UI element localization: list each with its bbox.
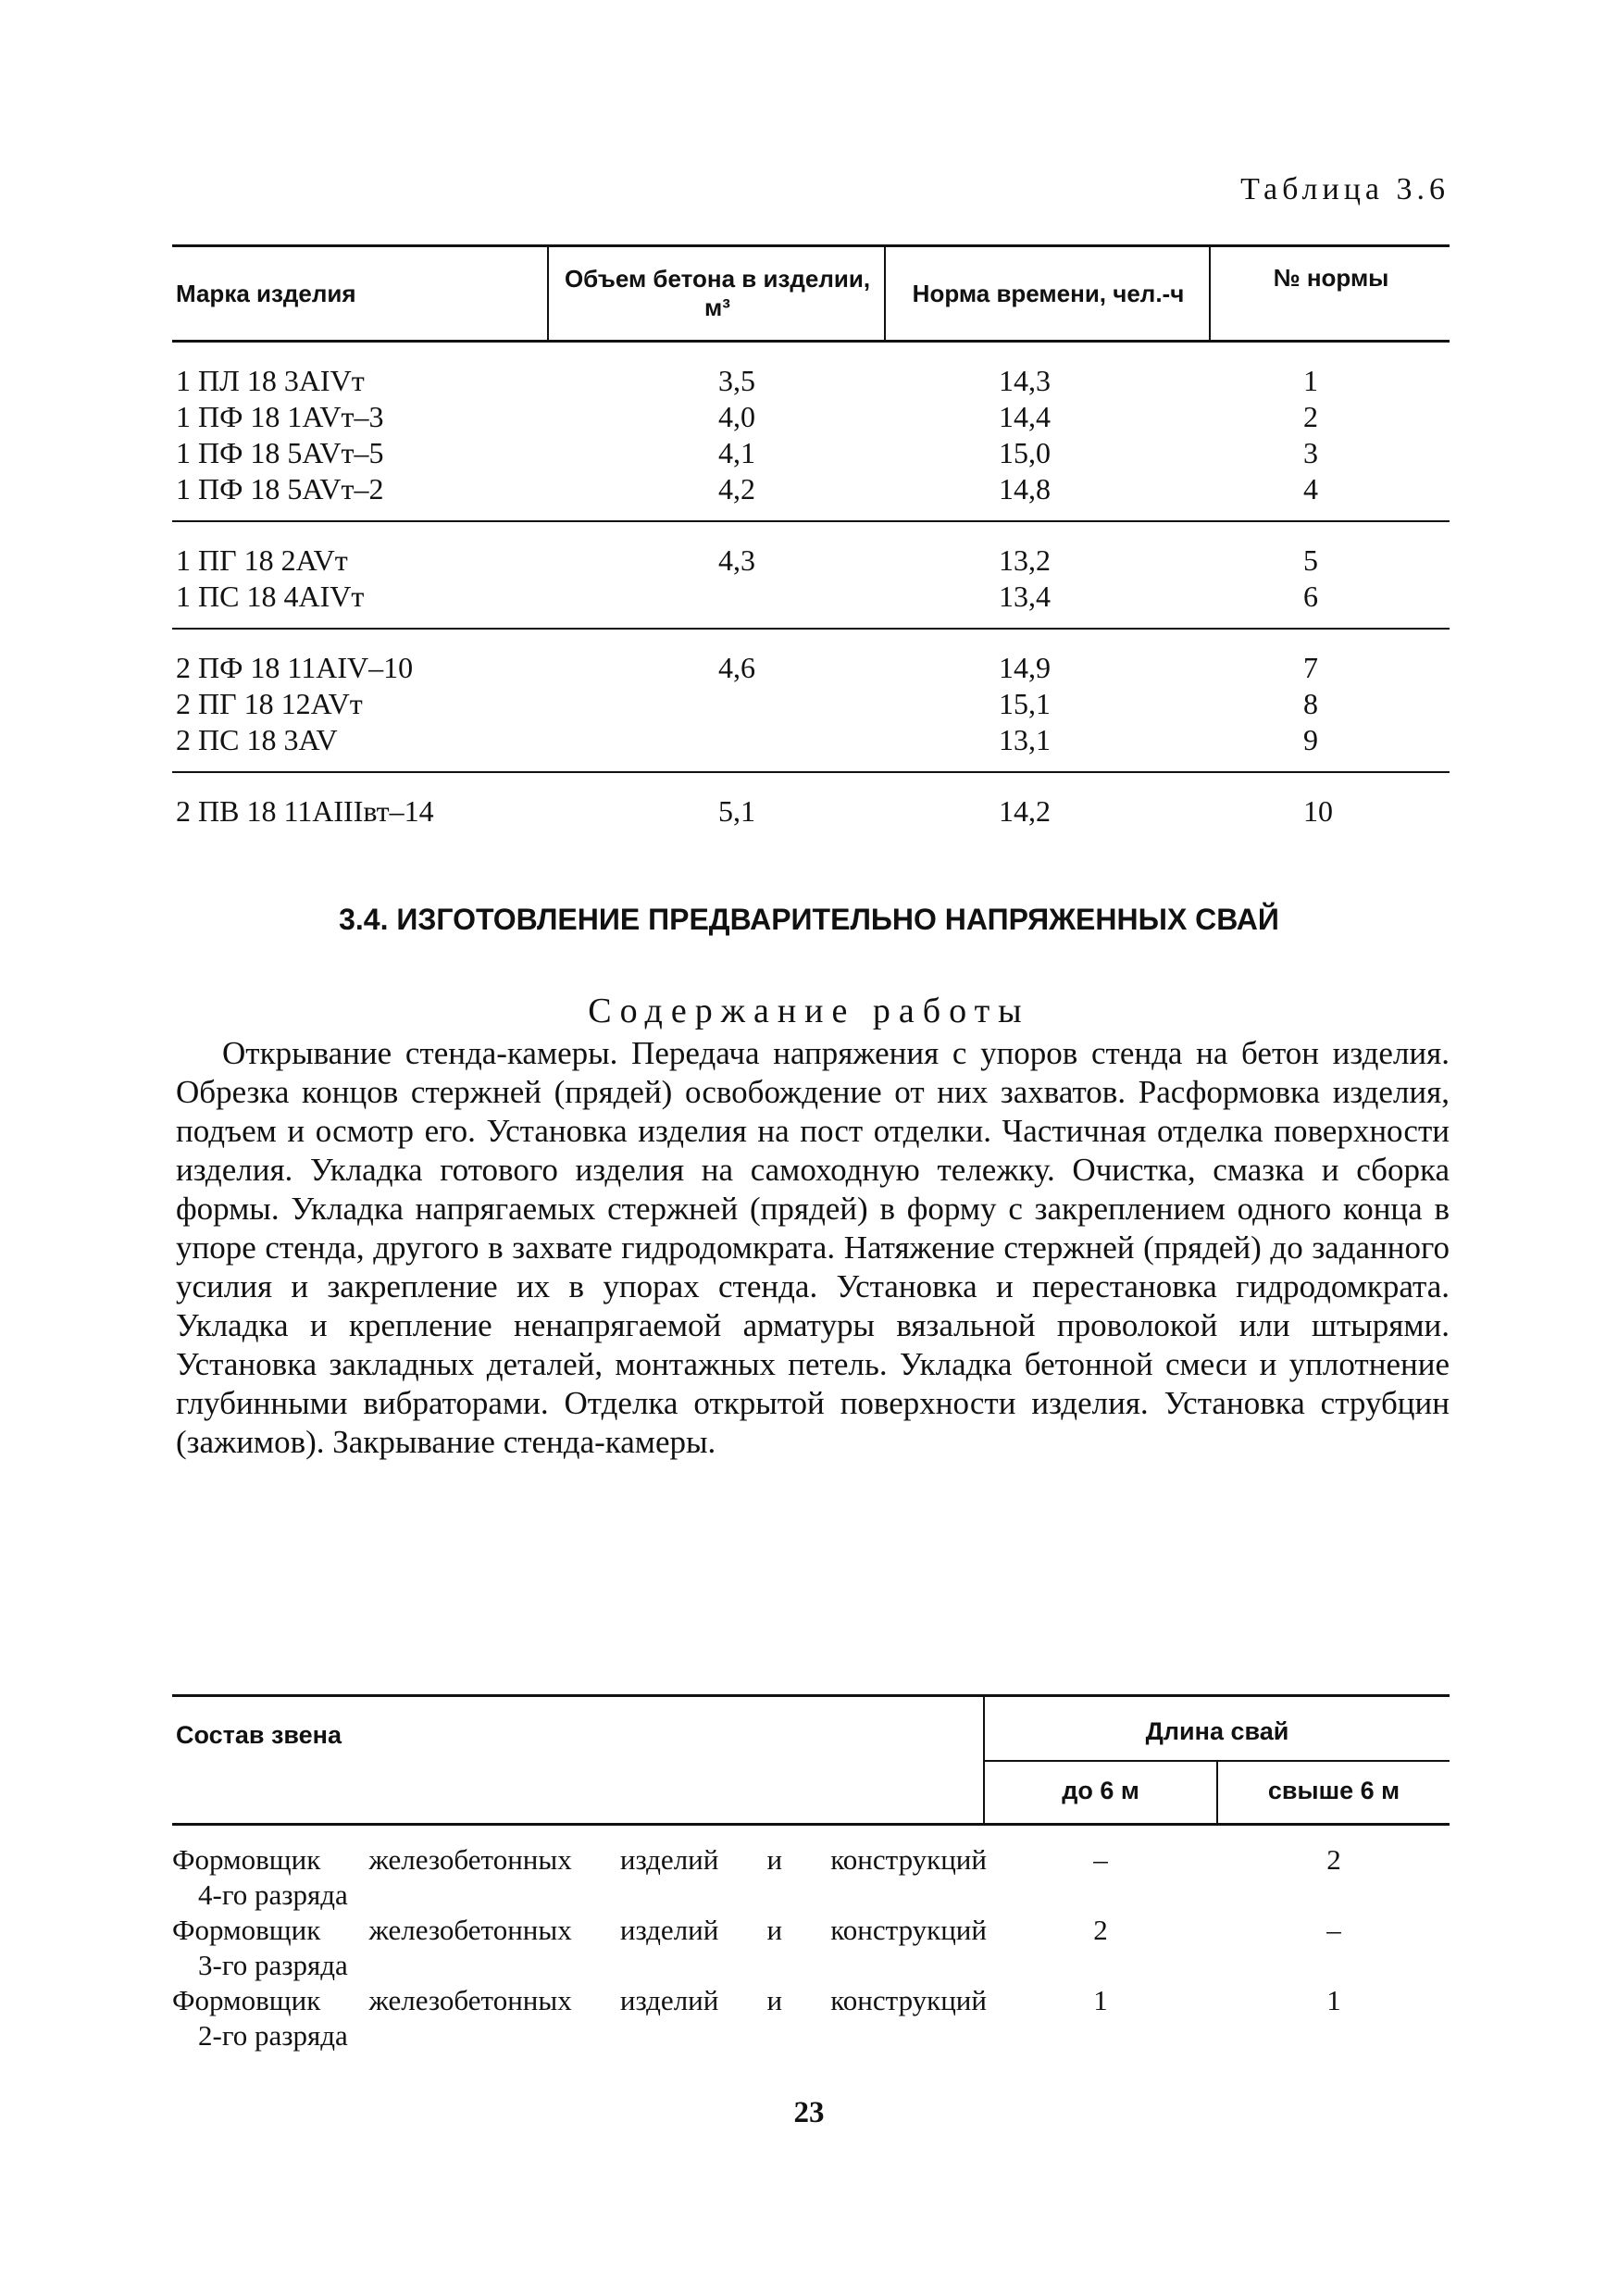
table-group-1	[172, 343, 1450, 522]
cell-norm-number: 9	[1303, 723, 1318, 756]
cell-volume: 4,3	[718, 543, 755, 577]
crew-role	[172, 1842, 987, 1913]
cell-volume: 3,5	[718, 364, 755, 397]
cell-mark: 2 ПГ 18 12AVт	[176, 687, 363, 720]
norms-table	[172, 244, 1450, 842]
cell-norm-number: 3	[1303, 436, 1318, 469]
table-row	[172, 363, 1450, 399]
crew-row	[172, 1842, 1450, 1913]
cell-mark: 1 ПС 18 4AIVт	[176, 580, 365, 613]
cell-time: 14,2	[999, 794, 1051, 828]
crew-role-title: Формовщик железобетонных изделий и конструкций	[172, 1914, 987, 1946]
cell-volume: 5,1	[718, 794, 755, 828]
header-pile-length: Длина свай	[1145, 1717, 1289, 1745]
cell-volume: 4,2	[718, 472, 755, 505]
table-row	[172, 579, 1450, 615]
cell-mark: 2 ПС 18 3AV	[176, 723, 338, 756]
cell-norm-number: 1	[1303, 364, 1318, 397]
cell-time: 14,8	[999, 472, 1051, 505]
cell-over-6m: –	[1326, 1914, 1341, 1946]
norms-table-header	[172, 244, 1450, 343]
table-row	[172, 399, 1450, 435]
cell-volume: 4,1	[718, 436, 755, 469]
cell-over-6m: 1	[1326, 1984, 1341, 2016]
cell-mark: 1 ПФ 18 5AVт–2	[176, 472, 384, 505]
cell-up-to-6m: 2	[1093, 1914, 1108, 1946]
header-mark: Марка изделия	[176, 279, 356, 307]
crew-table-body	[172, 1826, 1450, 2053]
cell-time: 13,4	[999, 580, 1051, 613]
cell-mark: 2 ПВ 18 11AIIIвт–14	[176, 794, 434, 828]
cell-mark: 1 ПФ 18 5AVт–5	[176, 436, 384, 469]
crew-table	[172, 1694, 1450, 2053]
table-row	[172, 793, 1450, 830]
table-row	[172, 686, 1450, 722]
cell-up-to-6m: –	[1093, 1843, 1108, 1876]
cell-norm-number: 7	[1303, 651, 1318, 684]
subheading: Содержание работы	[588, 992, 1030, 1030]
cell-volume: 4,0	[718, 400, 755, 433]
table-row	[172, 435, 1450, 471]
cell-time: 15,1	[999, 687, 1051, 720]
crew-role-title: Формовщик железобетонных изделий и конструкций	[172, 1984, 987, 2016]
cell-up-to-6m: 1	[1093, 1984, 1108, 2016]
cell-mark: 2 ПФ 18 11AIV–10	[176, 651, 414, 684]
cell-mark: 1 ПГ 18 2AVт	[176, 543, 348, 577]
crew-role-grade: 2-го разряда	[198, 2019, 348, 2052]
crew-row	[172, 1983, 1450, 2053]
table-row	[172, 471, 1450, 507]
table-row	[172, 543, 1450, 579]
table-group-4	[172, 773, 1450, 842]
crew-role-grade: 3-го разряда	[198, 1949, 348, 1981]
cell-time: 13,1	[999, 723, 1051, 756]
cell-over-6m: 2	[1326, 1843, 1341, 1876]
cell-time: 14,9	[999, 651, 1051, 684]
crew-row	[172, 1913, 1450, 1983]
crew-role-title: Формовщик железобетонных изделий и конструкций	[172, 1843, 987, 1876]
cell-norm-number: 2	[1303, 400, 1318, 433]
crew-role-grade: 4-го разряда	[198, 1878, 348, 1911]
cell-mark: 1 ПФ 18 1AVт–3	[176, 400, 384, 433]
cell-norm-number: 4	[1303, 472, 1318, 505]
table-row	[172, 722, 1450, 758]
crew-role	[172, 1983, 987, 2053]
body-paragraph: Открывание стенда-камеры. Передача напряжения с упоров стенда на бетон изделия. Обрезка концов стержней (прядей) освобождение от них захватов. Расформовка изделия, подъем и осмотр его. Установка изделия на пост отделки. Частичная отделка поверхности изделия. Укладка готового изделия на самоходную тележку. Очистка, смазка и сборка формы. Укладка напрягаемых стержней (прядей) в форму с закреплением одного конца в упоре стенда, другого в захвате гидродомкрата. Натяжение стержней (прядей) до заданного усилия и закрепление их в упорах стенда. Установка и перестановка гидродомкрата. Укладка и крепление ненапрягаемой арматуры вязальной проволокой или штырями. Установка закладных деталей, монтажных петель. Укладка бетонной смеси и уплотнение глубинными вибраторами. Отделка открытой поверхности изделия. Установка струбцин (зажимов). Закрывание стенда-камеры.	[176, 1035, 1450, 1460]
header-crew: Состав звена	[176, 1721, 342, 1749]
cell-time: 14,3	[999, 364, 1051, 397]
header-time-norm: Норма времени, чел.-ч	[884, 247, 1211, 340]
cell-time: 14,4	[999, 400, 1051, 433]
header-volume: Объем бетона в изделии, м³	[547, 247, 886, 340]
cell-volume: 4,6	[718, 651, 755, 684]
header-over-6m: свыше 6 м	[1267, 1777, 1400, 1804]
header-norm-number: № нормы	[1209, 247, 1451, 340]
cell-time: 13,2	[999, 543, 1051, 577]
header-up-to-6m: до 6 м	[1062, 1777, 1139, 1804]
cell-norm-number: 6	[1303, 580, 1318, 613]
cell-norm-number: 10	[1303, 794, 1333, 828]
cell-mark: 1 ПЛ 18 3AIVт	[176, 364, 365, 397]
table-group-3	[172, 630, 1450, 773]
page-number: 23	[793, 2096, 825, 2129]
cell-time: 15,0	[999, 436, 1051, 469]
table-row	[172, 650, 1450, 686]
cell-norm-number: 5	[1303, 543, 1318, 577]
table-caption: Таблица 3.6	[1240, 172, 1450, 206]
section-title: 3.4. ИЗГОТОВЛЕНИЕ ПРЕДВАРИТЕЛЬНО НАПРЯЖЕННЫХ СВАЙ	[339, 903, 1279, 936]
crew-role	[172, 1913, 987, 1983]
table-group-2	[172, 522, 1450, 630]
cell-norm-number: 8	[1303, 687, 1318, 720]
crew-table-header	[172, 1694, 1450, 1826]
